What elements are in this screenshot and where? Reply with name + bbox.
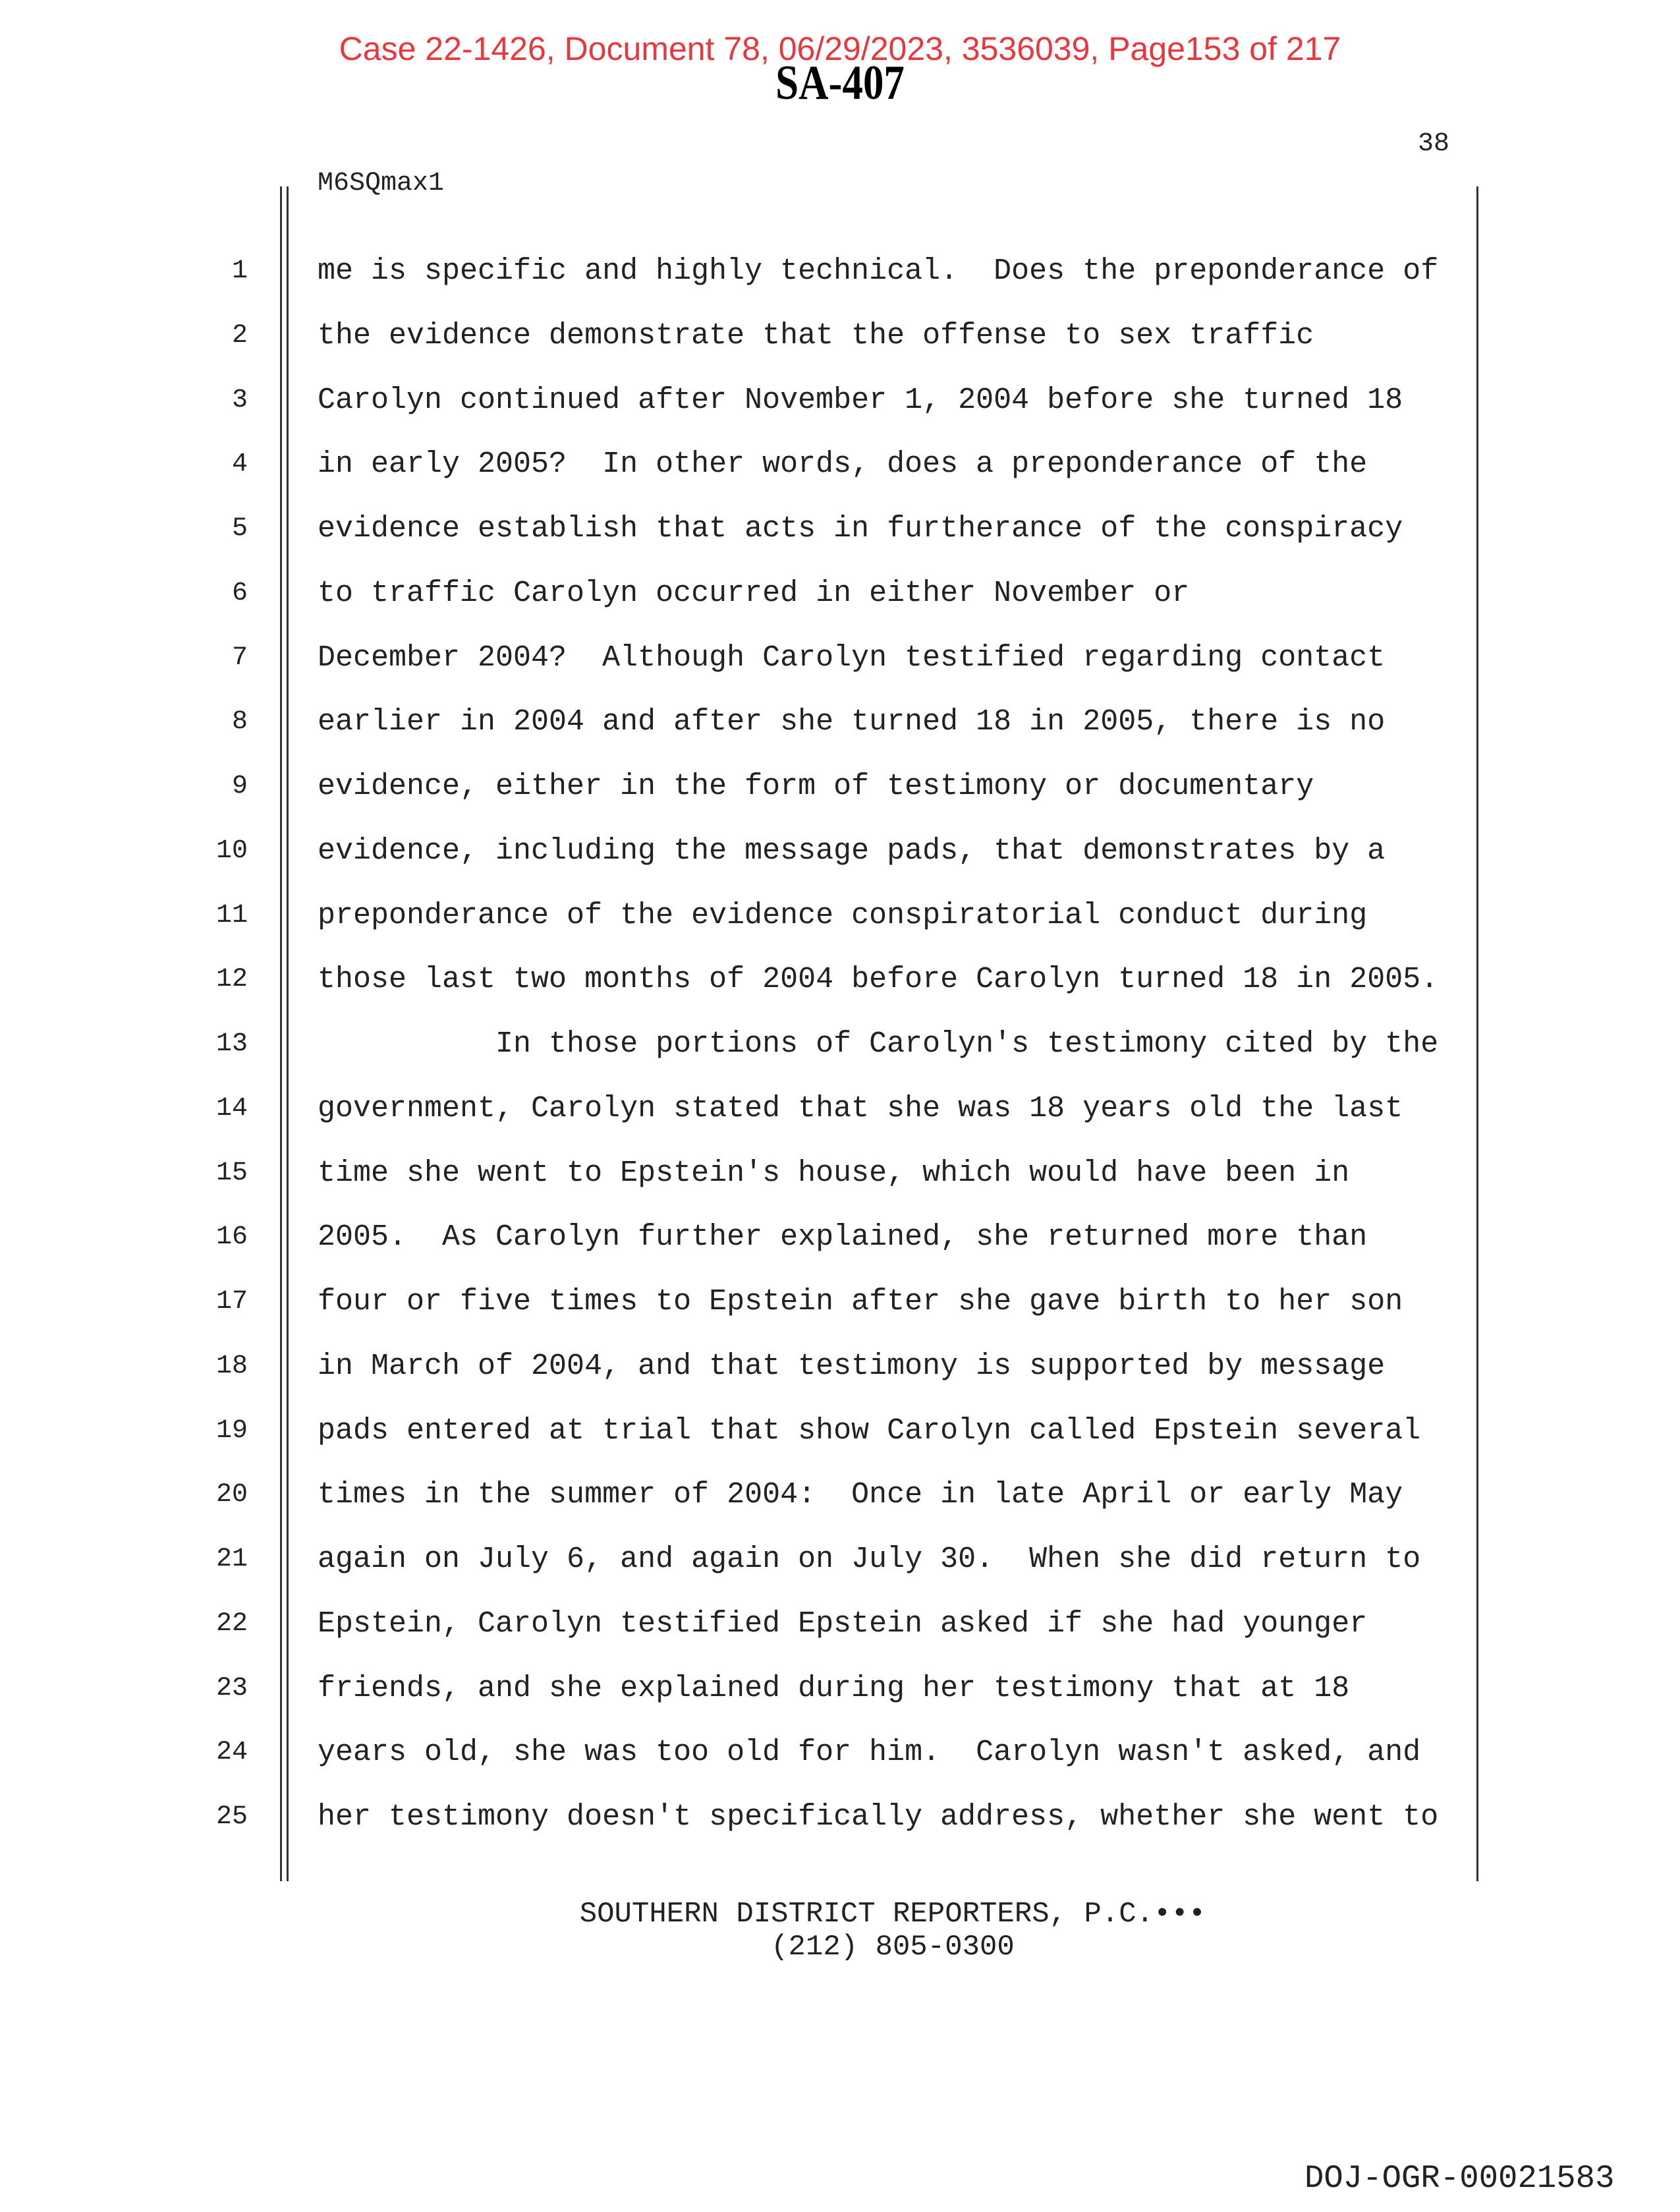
line-number: 3 [231,385,248,415]
left-margin-rule-inner [287,186,289,1881]
line-number: 25 [215,1802,248,1832]
line-number: 9 [231,772,248,801]
line-text: earlier in 2004 and after she turned 18 in 2005, there is no [318,705,1386,739]
line-text: pads entered at trial that show Carolyn called Epstein several [318,1413,1421,1448]
left-margin-rule [280,186,282,1881]
line-text: her testimony doesn't specifically address, whether she went to [318,1800,1439,1834]
line-text: time she went to Epstein's house, which would have been in [318,1156,1350,1190]
line-text: December 2004? Although Carolyn testified regarding contact [318,640,1386,675]
line-text: years old, she was too old for him. Carolyn wasn't asked, and [318,1736,1421,1770]
line-text: 2005. As Carolyn further explained, she returned more than [318,1220,1368,1255]
line-text: in March of 2004, and that testimony is supported by message [318,1349,1386,1383]
line-number: 18 [215,1351,248,1381]
line-number: 2 [231,320,248,351]
line-number: 16 [215,1222,248,1253]
line-text: government, Carolyn stated that she was 18 years old the last [318,1091,1403,1125]
exhibit-label: SA-407 [775,56,905,110]
line-text: four or five times to Epstein after she gave birth to her son [318,1285,1403,1319]
line-number: 10 [215,836,248,866]
line-number: 8 [231,707,248,737]
line-number: 5 [231,514,248,544]
line-number: 1 [231,256,248,286]
line-text: the evidence demonstrate that the offense to sex traffic [318,318,1314,353]
line-text: to traffic Carolyn occurred in either November or [318,576,1190,610]
line-number: 21 [215,1545,248,1574]
line-number: 15 [215,1158,248,1188]
footer-phone: (212) 805-0300 [771,1931,1015,1964]
line-text: friends, and she explained during her testimony that at 18 [318,1671,1350,1705]
line-text: In those portions of Carolyn's testimony cited by the [318,1027,1439,1061]
line-text: evidence, including the message pads, that demonstrates by a [318,834,1386,868]
case-id: M6SQmax1 [318,169,445,198]
page-number: 38 [1417,129,1449,159]
line-text: evidence, either in the form of testimony or documentary [318,770,1314,803]
line-number: 19 [215,1415,248,1446]
line-text: Carolyn continued after November 1, 2004 before she turned 18 [318,383,1403,417]
line-number: 7 [231,642,248,673]
filing-stamp: Case 22-1426, Document 78, 06/29/2023, 3536039, Page153 of 217 [339,30,1341,67]
line-text: me is specific and highly technical. Does the preponderance of [318,254,1439,288]
line-number: 6 [231,578,248,608]
line-number: 17 [215,1287,248,1317]
line-text: evidence establish that acts in furtherance of the conspiracy [318,512,1403,546]
footer-reporter: SOUTHERN DISTRICT REPORTERS, P.C.••• [579,1898,1206,1931]
line-text: those last two months of 2004 before Carolyn turned 18 in 2005. [318,963,1439,997]
line-number: 24 [215,1738,248,1768]
line-number: 13 [215,1029,248,1059]
line-number: 20 [215,1480,248,1510]
line-text: times in the summer of 2004: Once in late April or early May [318,1478,1403,1512]
line-number: 23 [215,1673,248,1703]
line-text: again on July 6, and again on July 30. When she did return to [318,1543,1421,1576]
line-number: 14 [215,1093,248,1123]
line-text: in early 2005? In other words, does a preponderance of the [318,447,1368,482]
line-number: 12 [215,965,248,995]
line-text: Epstein, Carolyn testified Epstein asked if she had younger [318,1606,1368,1641]
line-number: 22 [215,1608,248,1639]
line-number: 4 [231,449,248,480]
right-margin-rule [1476,186,1478,1881]
bates-number: DOJ-OGR-00021583 [1304,2160,1615,2197]
line-text: preponderance of the evidence conspiratorial conduct during [318,898,1368,932]
line-number: 11 [215,900,248,930]
